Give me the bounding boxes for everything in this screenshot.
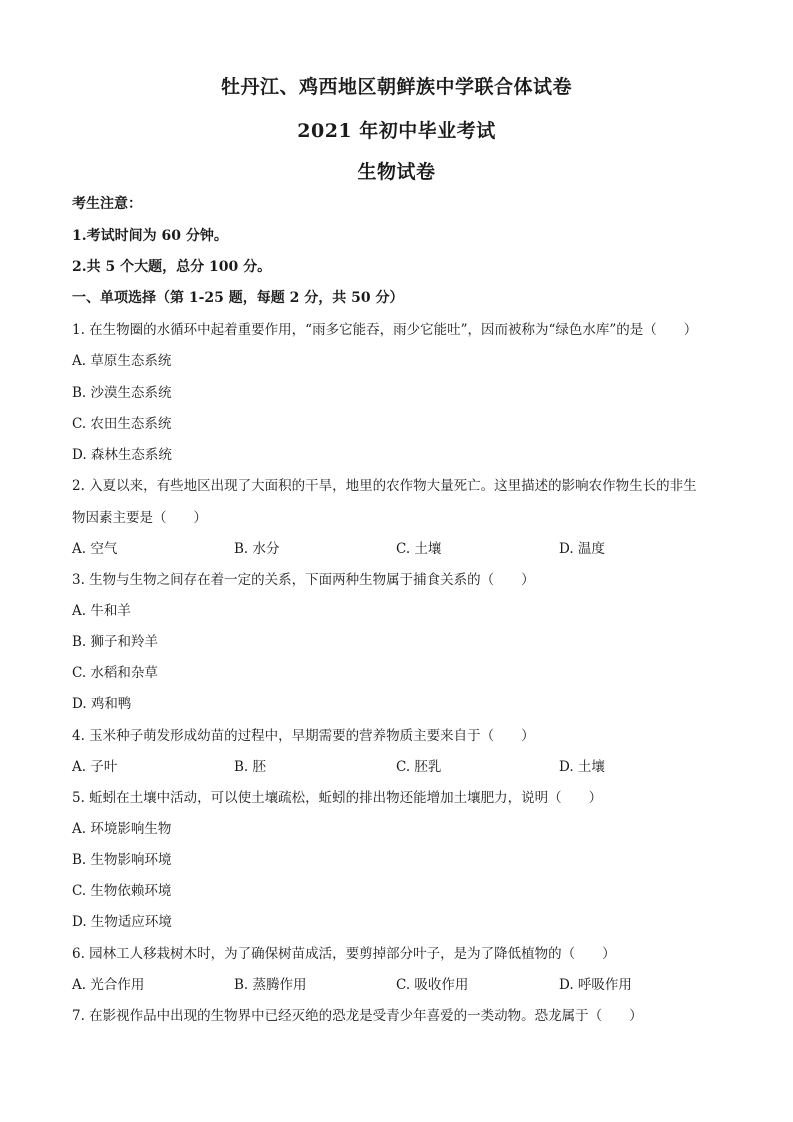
option: D. 鸡和鸭 xyxy=(72,696,132,712)
option: C. 土壤 xyxy=(396,541,442,557)
option: D. 生物适应环境 xyxy=(72,914,172,930)
option: A. 环境影响生物 xyxy=(72,821,172,837)
option: B. 蒸腾作用 xyxy=(234,977,307,993)
option: B. 胚 xyxy=(234,759,267,775)
section-heading: 一、单项选择（第 1-25 题，每题 2 分，共 50 分） xyxy=(72,290,404,306)
option: D. 温度 xyxy=(559,541,605,557)
option: B. 沙漠生态系统 xyxy=(72,385,172,401)
notice-item: 1.考试时间为 60 分钟。 xyxy=(72,228,228,244)
exam-subtitle: 2021 年初中毕业考试 xyxy=(297,120,496,142)
option: B. 生物影响环境 xyxy=(72,852,172,868)
option: D. 土壤 xyxy=(559,759,605,775)
notice-item: 2.共 5 个大题，总分 100 分。 xyxy=(72,259,272,275)
question-stem: 2. 入夏以来，有些地区出现了大面积的干旱，地里的农作物大量死亡。这里描述的影响农作物生长的非生 xyxy=(72,478,697,494)
question-stem: 6. 园林工人移栽树木时，为了确保树苗成活，要剪掉部分叶子，是为了降低植物的（ ） xyxy=(72,946,616,962)
option: B. 狮子和羚羊 xyxy=(72,634,159,650)
exam-title: 牡丹江、鸡西地区朝鲜族中学联合体试卷 xyxy=(220,76,572,98)
question-stem-continued: 物因素主要是（ ） xyxy=(72,510,207,526)
option: D. 呼吸作用 xyxy=(559,977,632,993)
option: C. 吸收作用 xyxy=(396,977,469,993)
option: C. 农田生态系统 xyxy=(72,416,172,432)
question-stem: 4. 玉米种子萌发形成幼苗的过程中，早期需要的营养物质主要来自于（ ） xyxy=(72,728,535,744)
question-stem: 7. 在影视作品中出现的生物界中已经灭绝的恐龙是受青少年喜爱的一类动物。恐龙属于（ ） xyxy=(72,1008,643,1024)
option: A. 牛和羊 xyxy=(72,603,131,619)
question-stem: 1. 在生物圈的水循环中起着重要作用，“雨多它能吞，雨少它能吐”，因而被称为“绿色水库”的是（ ） xyxy=(72,322,698,338)
option: A. 子叶 xyxy=(72,759,118,775)
option: B. 水分 xyxy=(234,541,280,557)
subject-title: 生物试卷 xyxy=(357,161,436,183)
notice-heading: 考生注意： xyxy=(72,196,142,212)
option: A. 光合作用 xyxy=(72,977,145,993)
option: C. 胚乳 xyxy=(396,759,442,775)
option: C. 水稻和杂草 xyxy=(72,665,158,681)
option: A. 空气 xyxy=(72,541,118,557)
option: D. 森林生态系统 xyxy=(72,447,172,463)
option: A. 草原生态系统 xyxy=(72,353,172,369)
question-stem: 3. 生物与生物之间存在着一定的关系，下面两种生物属于捕食关系的（ ） xyxy=(72,572,535,588)
option: C. 生物依赖环境 xyxy=(72,883,172,899)
question-stem: 5. 蚯蚓在土壤中活动，可以使土壤疏松，蚯蚓的排出物还能增加土壤肥力，说明（ ） xyxy=(72,790,603,806)
